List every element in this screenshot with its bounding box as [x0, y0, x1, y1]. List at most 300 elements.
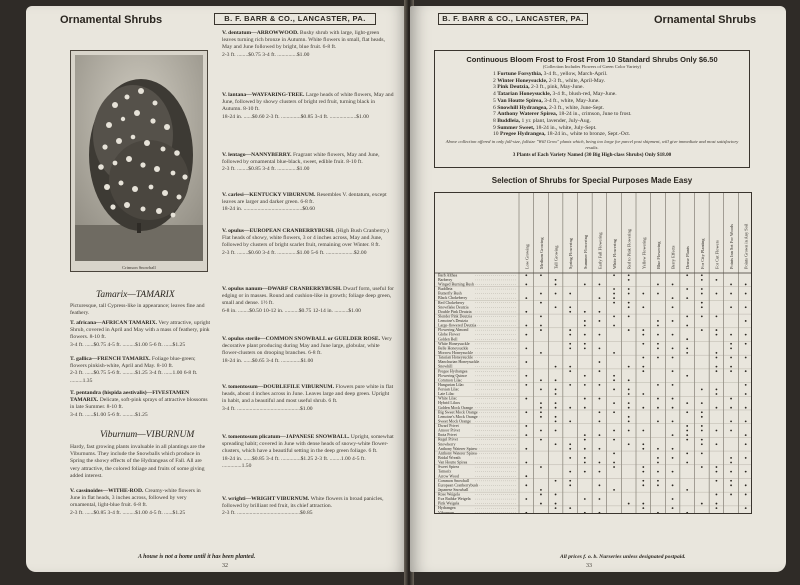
- table-check-mark: [599, 311, 601, 313]
- table-check-mark: [555, 443, 557, 445]
- table-column-header: Summer Flowering: [582, 234, 588, 269]
- table-check-mark: [555, 379, 557, 381]
- table-column-header: White Flowering: [612, 239, 618, 269]
- table-check-mark: [628, 315, 630, 317]
- table-row-label: Tatarian Honeysuckle: [438, 354, 473, 360]
- table-check-mark: [584, 407, 586, 409]
- table-row-label: European Cranberrybush: [438, 482, 479, 488]
- table-column-header: Yellow Flowering: [641, 237, 647, 269]
- table-check-mark: [701, 425, 703, 427]
- selection-title: Selection of Shrubs for Special Purposes Made Easy: [491, 176, 693, 185]
- table-check-mark: [569, 366, 571, 368]
- table-check-mark: [555, 407, 557, 409]
- shrub-illustration: [75, 55, 203, 261]
- table-row-label: Bridal Wreath: [438, 455, 461, 461]
- table-check-mark: [525, 475, 527, 477]
- table-check-mark: [599, 484, 601, 486]
- table-check-mark: [642, 293, 644, 295]
- table-check-mark: [642, 329, 644, 331]
- table-check-mark: [555, 366, 557, 368]
- table-check-mark: [642, 466, 644, 468]
- table-check-mark: [540, 402, 542, 404]
- table-row-label: Morrow Honeysuckle: [438, 349, 473, 355]
- table-check-mark: [701, 416, 703, 418]
- table-check-mark: [672, 507, 674, 509]
- table-check-mark: [642, 407, 644, 409]
- table-row-label: Hybrid Lilacs: [438, 400, 461, 406]
- table-check-mark: [628, 416, 630, 418]
- table-column-header: Medium Growing: [538, 237, 544, 269]
- table-check-mark: [628, 389, 630, 391]
- table-check-mark: [686, 274, 688, 276]
- table-row-label: Manchurian Honeysuckle: [438, 359, 480, 365]
- table-check-mark: [555, 389, 557, 391]
- table-check-mark: [686, 512, 688, 514]
- table-check-mark: [701, 293, 703, 295]
- table-row-label: Lemoine's Deutzia: [438, 318, 468, 324]
- table-row-label: Butterfly Bush: [438, 290, 462, 296]
- bloom-item: 2 Winter Honeysuckle, 2-3 ft., white, April-May.: [493, 77, 606, 84]
- viburnum-entry-japanese-snowball: V. tomentosum plicatum—JAPANESE SNOWBALL. Upright, somewhat spreading habit; covered in June with dense heads of snowy-white flower-clusters, which have a beautiful setting in the deep green foliage. 6 ft. 18-24 in. ......$0.85 3-4 ft. ..............$1.25 2-3 ft. ........1.00 4-5 ft. ..............1.50: [222, 434, 394, 469]
- table-check-mark: [555, 430, 557, 432]
- table-check-mark: [745, 384, 747, 386]
- table-check-mark: [584, 462, 586, 464]
- table-check-mark: [657, 293, 659, 295]
- table-check-mark: [555, 284, 557, 286]
- bloom-footer: 3 Plants of Each Variety Named (30 Big High-class Shrubs) Only $18.00: [512, 151, 672, 158]
- table-check-mark: [555, 503, 557, 505]
- table-check-mark: [642, 480, 644, 482]
- table-check-mark: [613, 379, 615, 381]
- table-check-mark: [716, 315, 718, 317]
- table-check-mark: [569, 306, 571, 308]
- table-check-mark: [540, 489, 542, 491]
- bloom-list: [441, 71, 743, 138]
- right-footer-note: All prices f. o. b. Nurseries unless designated postpaid.: [560, 554, 686, 560]
- table-check-mark: [525, 274, 527, 276]
- viburnum-entry-common-snowball: V. opulus sterile—COMMON SNOWBALL or GUELDER ROSE. Very decorative plant producing during May and June large, globular, white flower-clusters on drooping branches. 6-8 ft. 18-24 in. ......$0.65 3-4 ft. ..............$1.00: [222, 336, 392, 364]
- table-check-mark: [569, 480, 571, 482]
- table-check-mark: [672, 457, 674, 459]
- photo-caption: Crimson Snowball: [122, 265, 156, 270]
- table-check-mark: [642, 503, 644, 505]
- table-check-mark: [730, 420, 732, 422]
- table-row-label: Anthony Waterer Spirea: [438, 445, 477, 451]
- table-check-mark: [657, 480, 659, 482]
- table-check-mark: [657, 407, 659, 409]
- right-header-title: Ornamental Shrubs: [654, 14, 757, 26]
- table-check-mark: [569, 334, 571, 336]
- table-check-mark: [628, 420, 630, 422]
- table-check-mark: [555, 416, 557, 418]
- table-check-mark: [599, 370, 601, 372]
- right-page: [410, 6, 786, 572]
- table-check-mark: [628, 407, 630, 409]
- table-check-mark: [716, 370, 718, 372]
- table-check-mark: [701, 503, 703, 505]
- table-check-mark: [525, 448, 527, 450]
- table-check-mark: [730, 462, 732, 464]
- table-row-label: Sweet Mock Orange: [438, 418, 471, 424]
- table-check-mark: [730, 471, 732, 473]
- table-check-mark: [584, 498, 586, 500]
- table-check-mark: [555, 420, 557, 422]
- table-check-mark: [672, 471, 674, 473]
- table-check-mark: [599, 384, 601, 386]
- table-check-mark: [540, 379, 542, 381]
- viburnum-entry-nannyberry: V. lentago—NANNYBERRY. Fragrant white flowers, May and June, followed by ornamental blue-black, sweet, edible fruit. 8-10 ft. 2-3 ft. ........$0.85 3-4 ft. ..............$1.00: [222, 152, 380, 173]
- table-row-label: Red Chokeberry: [438, 299, 465, 305]
- table-check-mark: [599, 471, 601, 473]
- table-row-label: Snowflake Deutzia: [438, 304, 469, 310]
- table-check-mark: [599, 347, 601, 349]
- table-check-mark: [584, 471, 586, 473]
- table-check-mark: [569, 443, 571, 445]
- table-column-header: Spring Flowering: [568, 238, 574, 269]
- table-check-mark: [716, 293, 718, 295]
- bloom-item: 5 Van Houtte Spirea, 3-4 ft., white, May-June.: [493, 97, 600, 104]
- table-check-mark: [657, 284, 659, 286]
- table-column-header: Points Inn Set For Woods: [729, 224, 735, 269]
- table-check-mark: [686, 489, 688, 491]
- table-check-mark: [642, 306, 644, 308]
- table-check-mark: [745, 293, 747, 295]
- table-check-mark: [613, 293, 615, 295]
- table-check-mark: [613, 302, 615, 304]
- table-check-mark: [686, 325, 688, 327]
- table-check-mark: [584, 384, 586, 386]
- table-check-mark: [642, 357, 644, 359]
- table-check-mark: [657, 484, 659, 486]
- table-check-mark: [745, 471, 747, 473]
- table-row-label: Golden Bell: [438, 336, 458, 342]
- table-check-mark: [642, 448, 644, 450]
- table-check-mark: [730, 306, 732, 308]
- shrub-photo-frame: [70, 50, 208, 272]
- selection-table-grid: [435, 193, 752, 514]
- table-column-header: Dense Plants: [685, 246, 691, 269]
- table-check-mark: [642, 370, 644, 372]
- viburnum-entry-wayfaring: V. lantana—WAYFARING-TREE. Large heads of white flowers, May and June, followed by showy clusters of bright red fruit, turning black in Autumn. 8-10 ft. 18-24 in. ......$0.60 2-3 ft. ..............$0.85 3-4 ft. ...................$1.00: [222, 92, 394, 120]
- table-row-label: Snowhill: [438, 363, 453, 369]
- table-check-mark: [613, 466, 615, 468]
- table-check-mark: [672, 484, 674, 486]
- table-check-mark: [672, 357, 674, 359]
- table-check-mark: [555, 507, 557, 509]
- table-check-mark: [613, 375, 615, 377]
- table-check-mark: [584, 284, 586, 286]
- table-check-mark: [701, 302, 703, 304]
- table-check-mark: [716, 329, 718, 331]
- table-check-mark: [540, 503, 542, 505]
- table-check-mark: [672, 434, 674, 436]
- table-check-mark: [745, 334, 747, 336]
- table-row-label: Lemoine's Mock Orange: [438, 413, 478, 419]
- table-check-mark: [701, 279, 703, 281]
- table-check-mark: [730, 430, 732, 432]
- table-check-mark: [716, 430, 718, 432]
- viburnum-entry-doublefile: V. tomentosum—DOUBLEFILE VIBURNUM. Flowers pure white in flat heads, about 4 inches across in June. Leaves large and deep green. Upright in habit, and a beautiful and most useful shrub. 6 ft. 3-4 ft. .............................................$1.00: [222, 384, 394, 412]
- table-check-mark: [584, 325, 586, 327]
- table-check-mark: [540, 411, 542, 413]
- table-check-mark: [584, 439, 586, 441]
- table-column-header: Points Grown in Any Soil: [743, 223, 749, 269]
- bloom-item: 10 Pregee Hydrangea, 18-24 in., white to bronze, Sept.-Oct.: [493, 131, 631, 138]
- table-check-mark: [686, 297, 688, 299]
- tamarix-intro: Picturesque, tall Cypress-like in appearance; leaves fine and feathery.: [70, 303, 205, 317]
- table-check-mark: [525, 325, 527, 327]
- table-check-mark: [525, 375, 527, 377]
- table-check-mark: [642, 334, 644, 336]
- viburnum-intro: Hardy, fast growing plants invaluable in all plantings are the Viburnums. They include the Snowballs which produce in Spring the showy effects of the Hydrangeas of Fall. All are very attractive, the colored foliage and fruits of some giving added interest.: [70, 444, 206, 479]
- table-column-header: Tall Growing: [553, 245, 559, 269]
- right-header-banner: B. F. BARR & CO., LANCASTER, PA.: [438, 13, 588, 25]
- table-check-mark: [569, 471, 571, 473]
- table-check-mark: [613, 462, 615, 464]
- table-check-mark: [701, 402, 703, 404]
- table-check-mark: [672, 498, 674, 500]
- table-check-mark: [672, 320, 674, 322]
- table-check-mark: [657, 320, 659, 322]
- table-column-header: Red to Pink Flowering: [626, 229, 632, 269]
- table-check-mark: [701, 466, 703, 468]
- table-check-mark: [613, 352, 615, 354]
- table-check-mark: [642, 343, 644, 345]
- table-check-mark: [584, 398, 586, 400]
- table-check-mark: [599, 462, 601, 464]
- table-check-mark: [569, 384, 571, 386]
- table-check-mark: [599, 512, 601, 514]
- crimson-snowball-photo: [75, 55, 203, 261]
- table-row-label: Flowering Quince: [438, 372, 467, 378]
- table-check-mark: [730, 293, 732, 295]
- table-row-label: Ibota Privet: [438, 432, 457, 438]
- table-check-mark: [599, 498, 601, 500]
- table-check-mark: [716, 471, 718, 473]
- bloom-item: 8 Buddleia, 1 yr. plant, lavender, July-Aug.: [493, 117, 591, 124]
- table-check-mark: [657, 325, 659, 327]
- viburnum-entry-wright: V. wrighti—WRIGHT VIBURNUM. White flowers in broad panicles, followed by brilliant red fruit, its chief attraction. 2-3 ft. .............................................$0.85: [222, 496, 384, 517]
- table-check-mark: [672, 306, 674, 308]
- bloom-item: 7 Anthony Waterer Spirea, 18-24 in., crimson, June to frost.: [493, 111, 632, 118]
- table-check-mark: [716, 503, 718, 505]
- table-check-mark: [540, 329, 542, 331]
- table-row-label: Hydrangea: [438, 505, 456, 511]
- table-check-mark: [716, 507, 718, 509]
- table-check-mark: [745, 343, 747, 345]
- table-check-mark: [599, 420, 601, 422]
- table-check-mark: [716, 407, 718, 409]
- table-check-mark: [628, 443, 630, 445]
- table-check-mark: [525, 484, 527, 486]
- table-check-mark: [686, 347, 688, 349]
- continuous-bloom-box: [434, 50, 750, 168]
- tamarix-entry-french: T. gallica—FRENCH TAMARIX. Foliage blue-green; flowers pinkish-white, April and May. 8-10 ft. 2-3 ft. ......$0.75 5-6 ft. .........$1.25 3-4 ft. ......1.00 6-8 ft. .........1.35: [70, 356, 198, 384]
- table-row-label: Arrow Wood: [438, 473, 459, 479]
- table-row-label: Anthony Waterer Spirea: [438, 450, 477, 456]
- table-check-mark: [540, 274, 542, 276]
- table-check-mark: [716, 279, 718, 281]
- table-check-mark: [628, 293, 630, 295]
- table-row-label: Tamarix: [438, 468, 452, 474]
- table-row-label: Barb Althea: [438, 272, 458, 278]
- table-check-mark: [745, 393, 747, 395]
- viburnum-entry-kentucky: V. carlesi—KENTUCKY VIBURNUM. Resembles V. dentatum, except leaves are larger and darker green. 6-8 ft. 18-24 in. ..........................................$0.60: [222, 192, 387, 213]
- table-check-mark: [555, 293, 557, 295]
- table-check-mark: [584, 512, 586, 514]
- table-check-mark: [613, 274, 615, 276]
- table-check-mark: [730, 457, 732, 459]
- table-check-mark: [555, 306, 557, 308]
- table-check-mark: [569, 329, 571, 331]
- table-row-label: Slender Pink Deutzia: [438, 313, 472, 319]
- table-check-mark: [642, 484, 644, 486]
- table-check-mark: [628, 302, 630, 304]
- table-check-mark: [569, 347, 571, 349]
- viburnum-entry-arrowwood: V. dentatum—ARROWWOOD. Bushy shrub with large, light-green leaves turning rich bronze in Autumn. White flowers in small, flat heads, May and June followed by bright, blue fruit. 6-8 ft. 2-3 ft. ........$0.75 3-4 ft. ..............$1.00: [222, 30, 386, 58]
- table-check-mark: [555, 402, 557, 404]
- table-check-mark: [525, 462, 527, 464]
- table-check-mark: [716, 443, 718, 445]
- table-check-mark: [540, 430, 542, 432]
- table-check-mark: [540, 302, 542, 304]
- table-check-mark: [686, 402, 688, 404]
- table-check-mark: [525, 425, 527, 427]
- table-row-label: Viburnum: [438, 509, 455, 515]
- table-check-mark: [686, 375, 688, 377]
- table-column-header: Blue Flowering: [655, 241, 661, 269]
- table-check-mark: [525, 498, 527, 500]
- table-check-mark: [672, 407, 674, 409]
- table-check-mark: [672, 370, 674, 372]
- left-page: [26, 6, 408, 572]
- bloom-item: 4 Tatarian Honeysuckle, 3-4 ft., blush-red, May-June.: [493, 91, 617, 98]
- table-check-mark: [642, 507, 644, 509]
- table-check-mark: [613, 389, 615, 391]
- table-row-label: Pregee Hydrangea: [438, 368, 468, 374]
- table-row-label: Sweet Spirea: [438, 464, 459, 470]
- table-check-mark: [686, 352, 688, 354]
- table-check-mark: [642, 366, 644, 368]
- table-check-mark: [672, 347, 674, 349]
- table-check-mark: [628, 402, 630, 404]
- table-check-mark: [672, 420, 674, 422]
- table-check-mark: [672, 384, 674, 386]
- table-check-mark: [672, 398, 674, 400]
- bloom-item: 3 Pink Deutzia, 2-3 ft., pink, May-June.: [493, 84, 584, 91]
- table-row-label: White Lilac: [438, 395, 457, 401]
- table-row-label: Big Sweet Mock Orange: [438, 409, 478, 415]
- bloom-title: Continuous Bloom Frost to Frost From 10 Standard Shrubs Only $6.50: [466, 55, 718, 64]
- table-row-label: Black Chokeberry: [438, 295, 468, 301]
- table-row-label: Snowberry: [438, 441, 456, 447]
- table-check-mark: [525, 361, 527, 363]
- table-row-label: Globe Flower: [438, 331, 461, 337]
- table-check-mark: [730, 398, 732, 400]
- table-check-mark: [701, 411, 703, 413]
- table-check-mark: [657, 457, 659, 459]
- table-check-mark: [686, 425, 688, 427]
- table-check-mark: [599, 297, 601, 299]
- table-check-mark: [657, 471, 659, 473]
- table-check-mark: [657, 347, 659, 349]
- table-check-mark: [701, 329, 703, 331]
- table-check-mark: [584, 434, 586, 436]
- table-column-header: Low Growing: [524, 244, 530, 269]
- tamarix-entry-fivestamen: T. pentandra (hispida aestivalis)—FIVESTAMEN TAMARIX. Delicate, soft-pink sprays of attractive blossoms in late Summer. 8-10 ft. 3-4 ft. ......$1.00 5-6 ft. .........$1.25: [70, 390, 208, 418]
- table-check-mark: [730, 343, 732, 345]
- table-check-mark: [569, 293, 571, 295]
- table-check-mark: [613, 288, 615, 290]
- table-check-mark: [657, 384, 659, 386]
- table-row-label: Belle Honeysuckle: [438, 345, 469, 351]
- table-row-label: Persian Lilac: [438, 386, 459, 392]
- table-check-mark: [745, 284, 747, 286]
- table-check-mark: [730, 494, 732, 496]
- table-check-mark: [628, 288, 630, 290]
- tamarix-section-heading: Tamarix—TAMARIX: [96, 290, 175, 300]
- table-column-header: For City Planting: [699, 238, 705, 269]
- table-column-header: Berry Effects: [670, 245, 676, 269]
- table-check-mark: [716, 494, 718, 496]
- table-check-mark: [613, 489, 615, 491]
- tamarix-entry-african: T. africana—AFRICAN TAMARIX. Very attractive, upright Shrub, covered in April and May with a mass of feathery, pink flowers. 8-10 ft. 3-4 ft. ......$0.75 4-5 ft. .........$1.00 5-6 ft. ......$1.25: [70, 320, 211, 348]
- table-check-mark: [716, 352, 718, 354]
- table-check-mark: [540, 439, 542, 441]
- selection-table: [434, 192, 752, 514]
- table-check-mark: [730, 347, 732, 349]
- table-check-mark: [745, 507, 747, 509]
- bloom-item: 9 Summer Sweet, 18-24 in., white, July-Sept.: [493, 124, 597, 131]
- table-check-mark: [657, 334, 659, 336]
- table-check-mark: [657, 357, 659, 359]
- table-check-mark: [569, 311, 571, 313]
- table-check-mark: [569, 343, 571, 345]
- table-check-mark: [701, 439, 703, 441]
- table-check-mark: [730, 334, 732, 336]
- table-check-mark: [569, 484, 571, 486]
- table-row-label: Flowering Almond: [438, 327, 469, 333]
- table-check-mark: [730, 407, 732, 409]
- table-check-mark: [657, 343, 659, 345]
- table-check-mark: [672, 448, 674, 450]
- viburnum-entry-european-cranberry: V. opulus—EUROPEAN CRANBERRYBUSH. (High Bush Cranberry.) Flat heads of showy, white flowers, 3 or 4 inches across, May and June, followed by clusters of bright scarlet fruit, remaining over Winter. 8 ft. 2-3 ft. ........$0.60 3-4 ft. ..............$1.00 5-6 ft. ....................$2.00: [222, 228, 389, 256]
- bloom-item: 1 Fortune Forsythia, 3-4 ft., yellow, March-April.: [493, 71, 608, 77]
- table-check-mark: [657, 462, 659, 464]
- table-check-mark: [657, 420, 659, 422]
- table-check-mark: [745, 420, 747, 422]
- table-row-label: Double Pink Deutzia: [438, 308, 472, 314]
- table-row-label: Buddleia: [438, 286, 453, 292]
- table-row-label: Large-flowered Deutzia: [438, 322, 477, 328]
- table-check-mark: [701, 288, 703, 290]
- table-check-mark: [599, 361, 601, 363]
- table-check-mark: [628, 329, 630, 331]
- table-check-mark: [584, 343, 586, 345]
- table-check-mark: [730, 366, 732, 368]
- table-row-label: Late Lilac: [438, 391, 455, 397]
- table-check-mark: [584, 375, 586, 377]
- table-row-label: Van Houtte Spirea: [438, 459, 468, 465]
- table-check-mark: [628, 279, 630, 281]
- table-row-label: Amoor Privet: [438, 427, 460, 433]
- left-footer-note: A house is not a home until it has been planted.: [138, 554, 256, 560]
- table-check-mark: [716, 366, 718, 368]
- table-check-mark: [525, 434, 527, 436]
- table-check-mark: [745, 306, 747, 308]
- table-check-mark: [599, 320, 601, 322]
- table-check-mark: [642, 430, 644, 432]
